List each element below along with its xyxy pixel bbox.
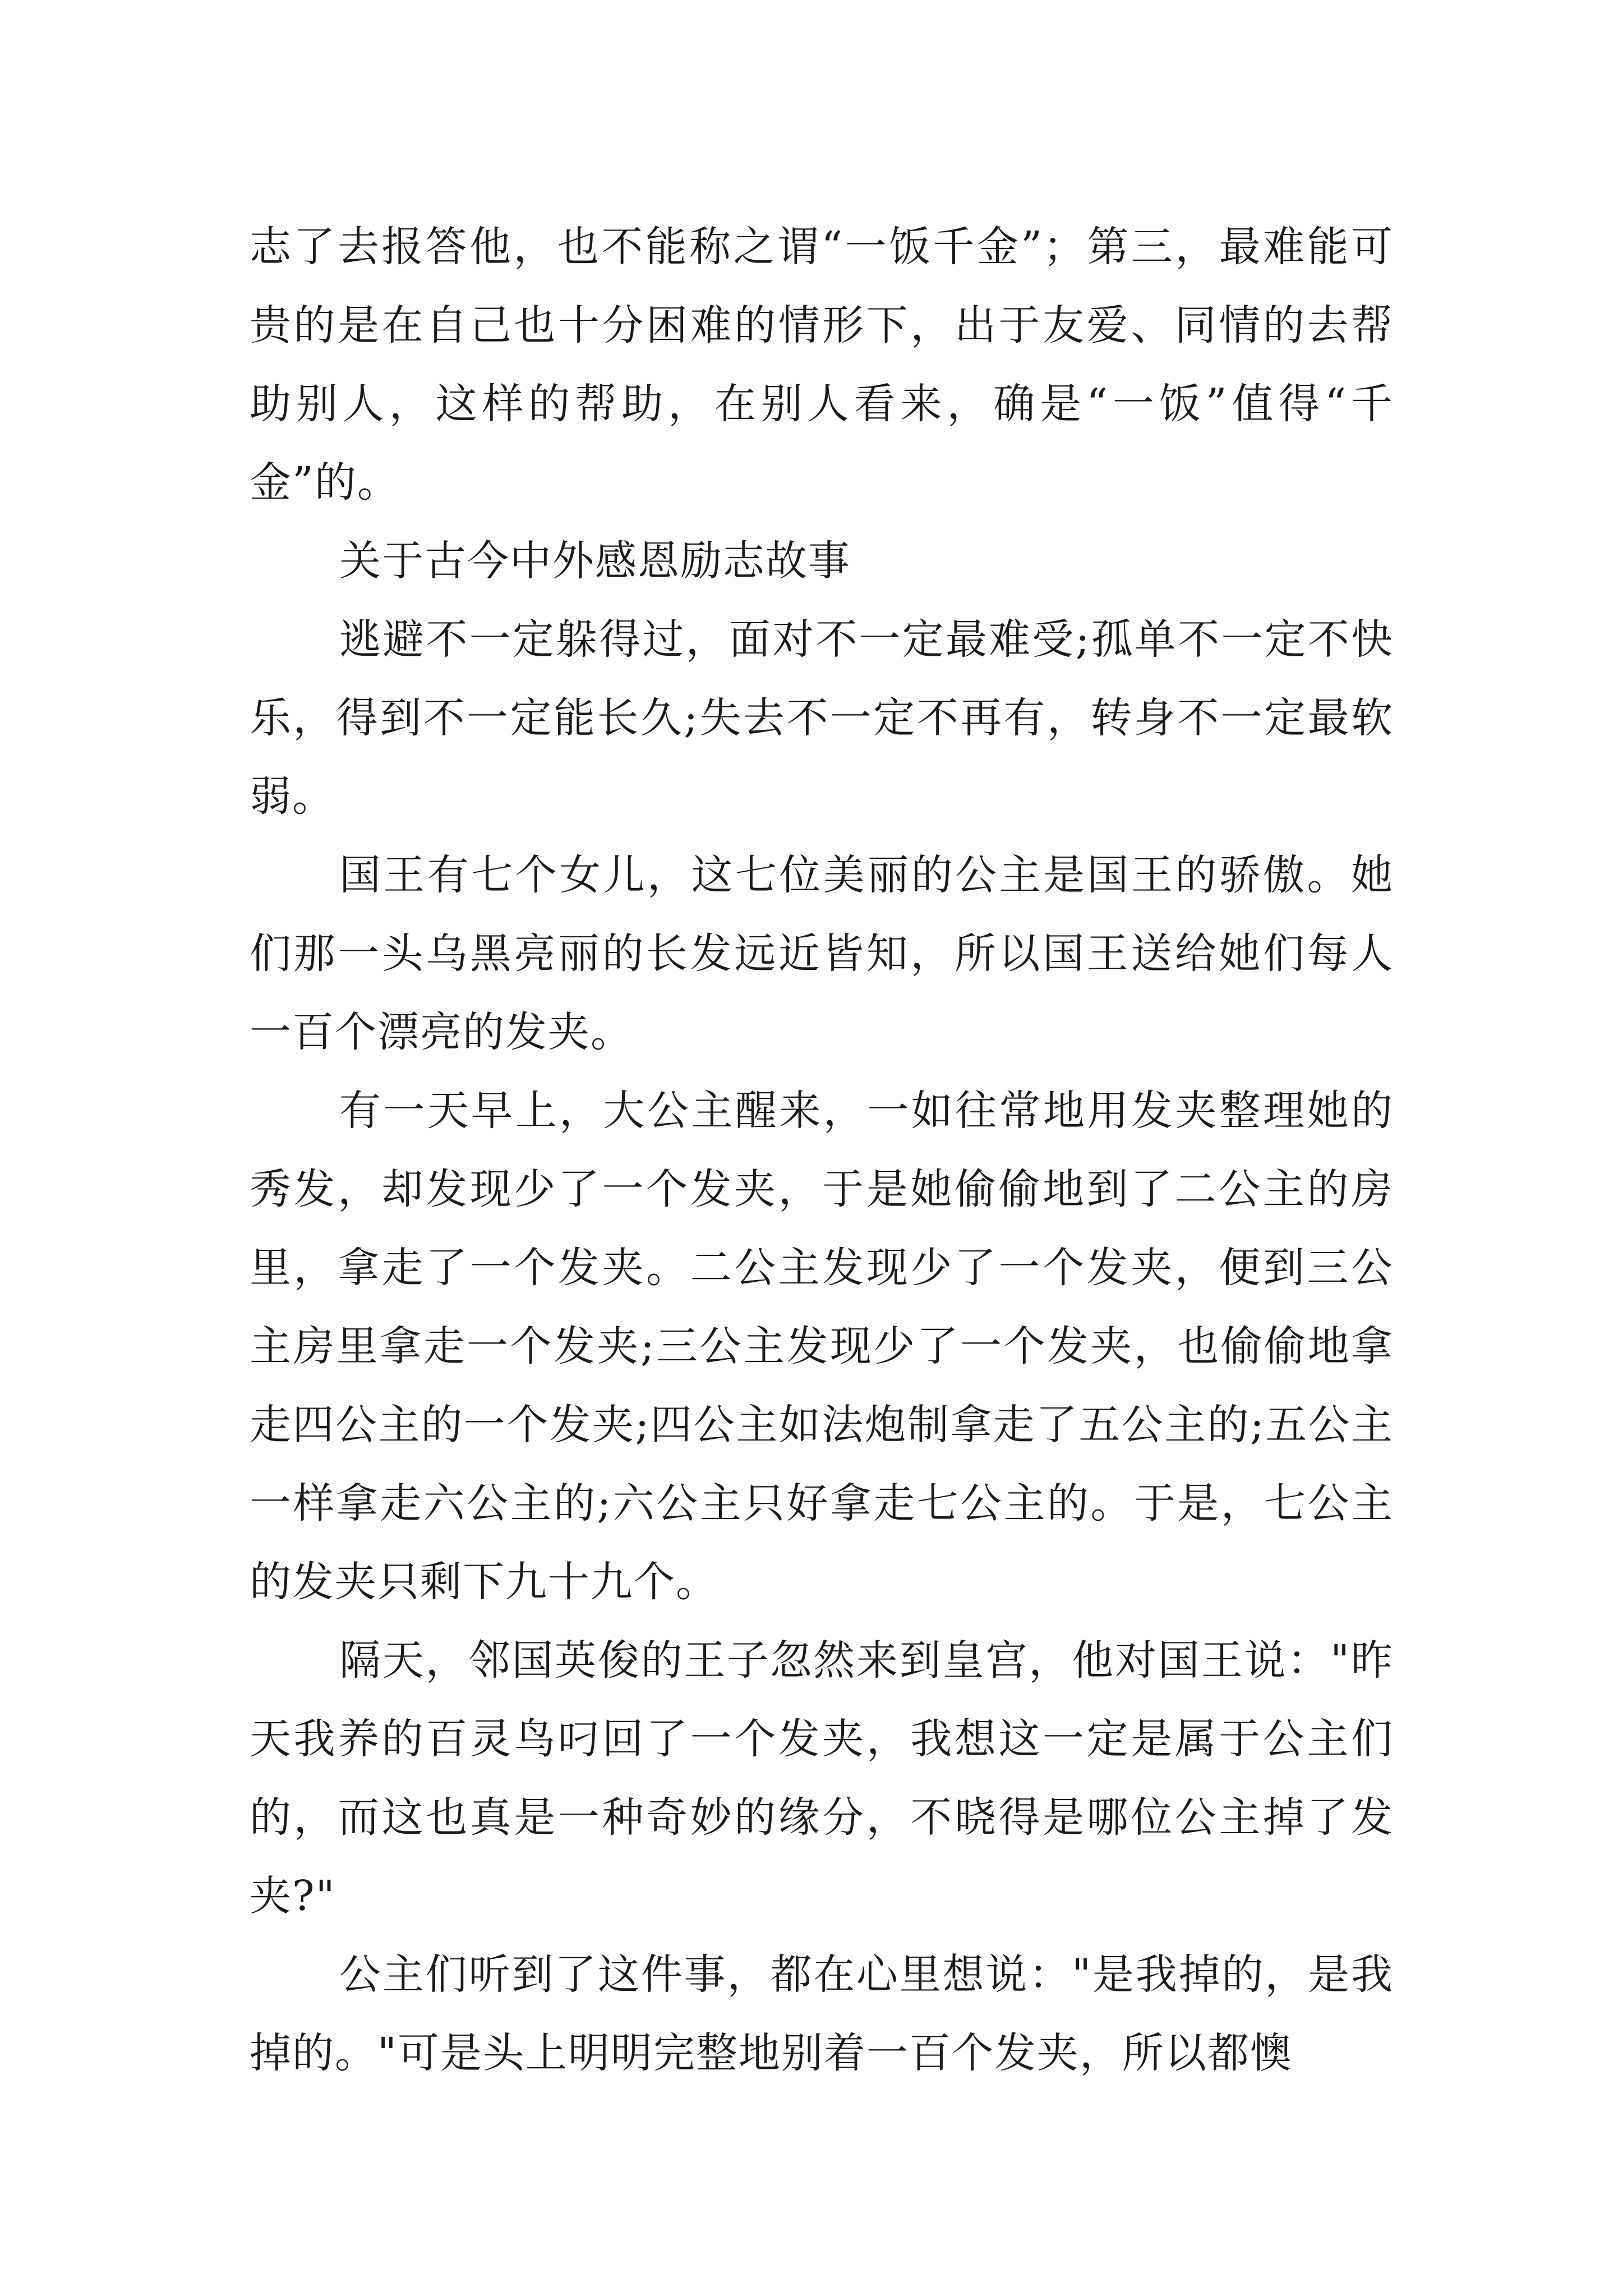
body-text bbox=[250, 208, 1394, 2092]
paragraph-3: 逃避不一定躲得过，面对不一定最难受;孤单不一定不快乐，得到不一定能长久;失去不一定不再有，转身不一定最软弱。 bbox=[250, 615, 1394, 821]
paragraph-6: 隔天，邻国英俊的王子忽然来到皇宫，他对国王说："昨天我养的百灵鸟叼回了一个发夹，我想这一定是属于公主们的，而这也真是一种奇妙的缘分，不晓得是哪位公主掉了发夹?" bbox=[250, 1636, 1394, 1920]
paragraph-4: 国王有七个女儿，这七位美丽的公主是国王的骄傲。她们那一头乌黑亮丽的长发远近皆知，所以国王送给她们每人一百个漂亮的发夹。 bbox=[250, 851, 1394, 1056]
section-heading: 关于古今中外感恩励志故事 bbox=[339, 537, 851, 585]
paragraph-1: 志了去报答他，也不能称之谓“一饭千金”；第三，最难能可贵的是在自己也十分困难的情形下，出于友爱、同情的去帮助别人，这样的帮助，在别人看来，确是“一饭”值得“千金”的。 bbox=[250, 223, 1394, 507]
paragraph-5: 有一天早上，大公主醒来，一如往常地用发夹整理她的秀发，却发现少了一个发夹，于是她偷偷地到了二公主的房里，拿走了一个发夹。二公主发现少了一个发夹，便到三公主房里拿走一个发夹;三公主发现少了一个发夹，也偷偷地拿走四公主的一个发夹;四公主如法炮制拿走了五公主的;五公主一样拿走六公主的;六公主只好拿走七公主的。于是，七公主的发夹只剩下九十九个。 bbox=[250, 1087, 1394, 1606]
paragraph-7: 公主们听到了这件事，都在心里想说："是我掉的，是我掉的。"可是头上明明完整地别着一百个发夹，所以都懊 bbox=[250, 1950, 1394, 2077]
